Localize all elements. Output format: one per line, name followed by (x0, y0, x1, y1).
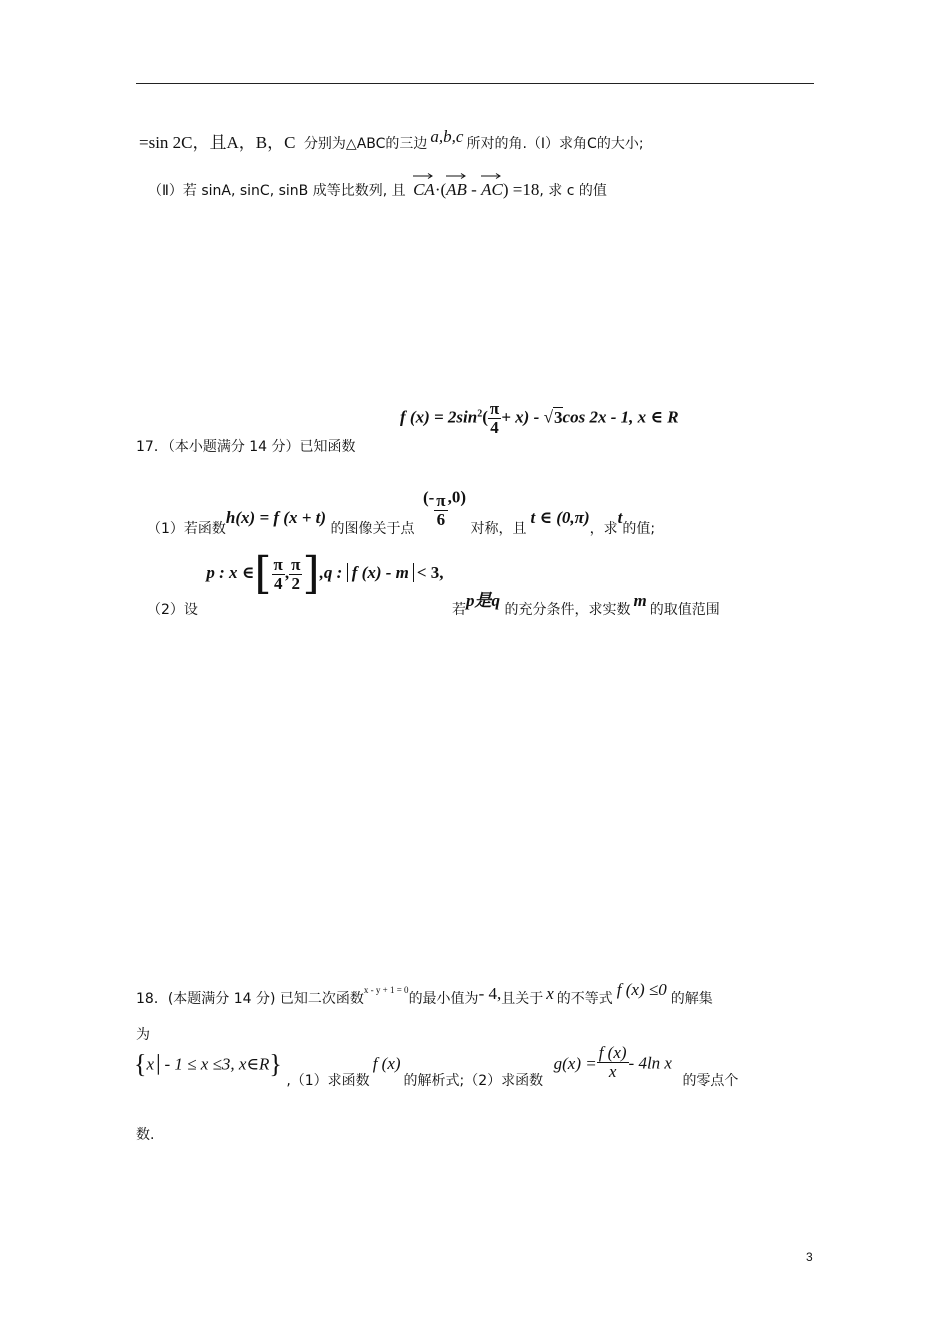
q17-t-var: t (617, 507, 623, 527)
q18-min-value: - 4, (478, 984, 502, 1003)
vector-ac: AC (481, 180, 503, 200)
q17-pq: p是q (466, 591, 501, 611)
q17-function: f $(x) = 2\sin^2$( $\frac{\pi}{4}$ + x) - √3cos 2x - 1, x ∈ R (400, 399, 679, 437)
q17-h-func: h(x) = f (x + t) (225, 507, 327, 527)
q18-g-tail: - 4ln x (628, 1053, 672, 1073)
q16-abc: a,b,c (430, 127, 464, 146)
q17-p2-if: 若 (452, 602, 467, 619)
q17-point-open: (- (422, 487, 435, 507)
q17-p1-mid: 的图像关于点 (330, 520, 415, 537)
q18-line1 (136, 980, 713, 1007)
q16-equation-tail: =sin 2C，且A，B，C (139, 133, 296, 152)
q17-part2: （2）设 p : x ∈[ $\frac{\pi}{4}$ , $\frac{\pi}{2}$ ],q : f (x) - m < 3, 若p是q 的充分条件，求实数 m 的取值范围 (147, 548, 720, 619)
q17-p1-pre: （1）若函数 (147, 520, 226, 537)
q17-t-range: t ∈ (0,π) (530, 507, 590, 527)
vector-ca: CA (413, 180, 435, 200)
q18-garbled-eq: x - y + 1 = 0 (363, 985, 409, 995)
q18-ask1: ,（1）求函数 (286, 1072, 370, 1089)
q16-value: =18 (512, 180, 540, 199)
q17-abs: f (x) - m (347, 563, 414, 582)
page-number: 3 (806, 1250, 813, 1264)
q17-p2-mid: 的充分条件，求实数 (504, 602, 631, 619)
header-rule (136, 83, 814, 84)
q18-about: 且关于 (501, 991, 544, 1007)
q17-frac-pi-6: $\frac{\pi}{6}$ (436, 491, 446, 529)
q18-shu: 数. (136, 1127, 155, 1143)
q17-p1-ask: ，求 (589, 520, 618, 537)
q17-number: 17．（本小题满分 14 分）已知函数 (136, 439, 356, 455)
q18-sol: 的解集 (670, 991, 713, 1007)
q17-func-mid: + x) - (501, 407, 540, 427)
q17-frac-pi-4: $\frac{\pi}{4}$ (489, 399, 500, 437)
q18-solution-set: x│- 1 ≤ x ≤3, x∈R (146, 1054, 270, 1074)
q18-ask2: 的解析式;（2）求函数 (403, 1072, 544, 1089)
q18-x: x (546, 984, 554, 1003)
q16-ask-c: , 求 c 的值 (539, 183, 607, 199)
q18-min: 的最小值为 (408, 991, 479, 1007)
q18-ineq-pre: 的不等式 (556, 991, 613, 1007)
q16-part2-text: （Ⅱ）若 sinA, sinC, sinB 成等比数列, 且 (148, 183, 406, 199)
q17-frac-pi-2: $\frac{\pi}{2}$ (291, 554, 301, 593)
q17-func-lhs: f (x) = 2sin (400, 407, 478, 427)
q17-p1-end: 的值; (622, 520, 656, 537)
q18-ineq: f (x) ≤0 (616, 980, 667, 999)
q17-point-close: ,0) (447, 487, 467, 507)
q17-m-var: m (633, 591, 647, 611)
q17-func-tail: cos 2x - 1, x ∈ R (562, 407, 679, 427)
q16-part1: 所对的角.（Ⅰ）求角C的大小; (466, 136, 644, 152)
q17-p2-end: 的取值范围 (649, 602, 720, 619)
q17-part1 (147, 480, 656, 537)
q18-zero: 的零点个 (682, 1072, 739, 1089)
q17-p-cond: p : x ∈ (206, 563, 255, 583)
q17-frac-pi-4b: $\frac{\pi}{4}$ (273, 554, 283, 593)
q17-lt3: < 3, (416, 563, 444, 583)
q18-wei: 为 (136, 1027, 150, 1043)
q16-text-sides: 分别为△ABC的三边 (303, 136, 428, 152)
q16-line2: （Ⅱ）若 sinA, sinC, sinB 成等比数列, 且 CA·( AB - AC) =18, 求 c 的值 (148, 180, 607, 200)
q18-fx: f (x) (372, 1053, 401, 1073)
q18-line3: {x│- 1 ≤ x ≤3, x∈R} ,（1）求函数f (x)的解析式;（2）求函数 g(x) = $\frac{f (x)}{x}$ - 4ln x 的零点个 (134, 1043, 739, 1089)
q17-p2-pre: （2）设 (147, 602, 198, 619)
q17-p1-sym: 对称，且 (470, 520, 527, 537)
q16-line1 (139, 128, 644, 153)
q18-g-frac: $\frac{f (x)}{x}$ (598, 1043, 627, 1081)
q17-func-exp: 2 (477, 408, 483, 420)
q17-q-cond: ,q : (319, 563, 343, 583)
q17-sqrt3: 3 (554, 407, 563, 427)
vector-ab: AB (446, 180, 467, 200)
q18-g-lhs: g(x) = (553, 1053, 597, 1073)
q18-number: 18．(本题满分 14 分) 已知二次函数 (136, 991, 364, 1007)
